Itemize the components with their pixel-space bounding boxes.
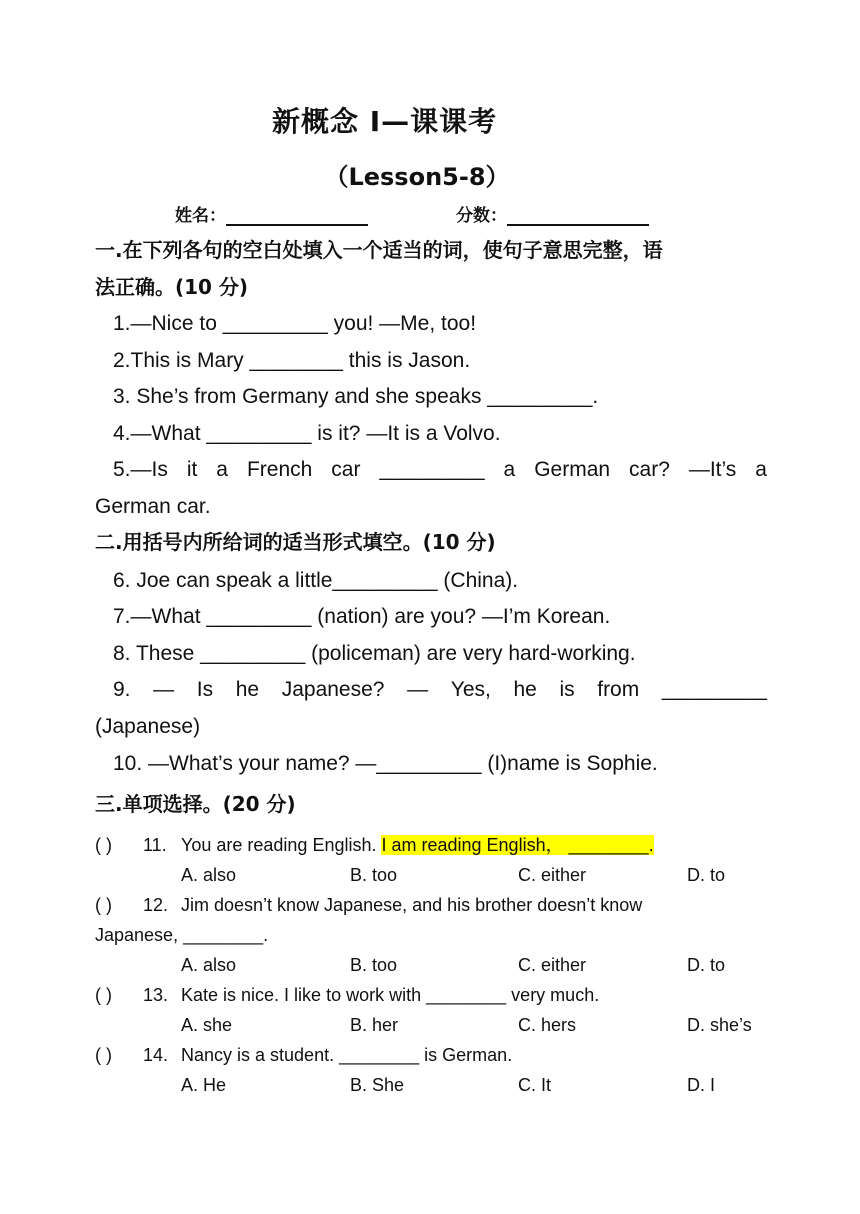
question-8: 8. These _________ (policeman) are very hard-working. xyxy=(113,642,636,665)
highlighted-text: I am reading English， ________. xyxy=(381,835,654,855)
word: German xyxy=(534,458,611,481)
question-3: 3. She’s from Germany and she speaks _________. xyxy=(113,385,599,408)
question-5-line1 xyxy=(95,451,767,488)
option-d: D. I xyxy=(687,1075,716,1095)
question-11: ( ) 11. You are reading English. I am reading English， ________. xyxy=(95,830,775,860)
option-b: B. her xyxy=(350,1015,399,1035)
question-5 xyxy=(95,451,767,525)
word: _________ xyxy=(379,458,485,481)
question-9 xyxy=(95,671,767,745)
word: a xyxy=(755,458,767,481)
option-d: D. to xyxy=(687,865,726,885)
name-blank[interactable] xyxy=(226,206,368,226)
option-c: C. It xyxy=(518,1075,552,1095)
word: it xyxy=(186,458,198,481)
score-field: 分数： xyxy=(456,201,649,226)
option-a: A. also xyxy=(181,955,237,975)
word: Yes, xyxy=(450,678,491,701)
word: a xyxy=(503,458,516,481)
answer-paren[interactable]: ( ) xyxy=(95,835,112,855)
question-1: 1.—Nice to _________ you! —Me, too! xyxy=(113,312,477,335)
question-9-line1 xyxy=(95,671,767,708)
question-14: ( ) 14. Nancy is a student. ________ is German. xyxy=(95,1040,775,1070)
option-d: D. she’s xyxy=(687,1015,752,1035)
word: he xyxy=(513,678,537,701)
answer-paren[interactable]: ( ) xyxy=(95,985,112,1005)
question-12: ( ) 12. Jim doesn’t know Japanese, and his brother doesn’t know Japanese, ________. xyxy=(95,890,775,950)
question-13: ( ) 13. Kate is nice. I like to work with ________ very much. xyxy=(95,980,775,1010)
option-a: A. also xyxy=(181,865,237,885)
option-b: B. too xyxy=(350,955,398,975)
word: car? xyxy=(629,458,670,481)
word: —It’s xyxy=(688,458,737,481)
word: 5.—Is xyxy=(113,458,168,481)
word: a xyxy=(216,458,228,481)
option-d: D. to xyxy=(687,955,726,975)
word: — xyxy=(407,678,429,701)
option-a: A. He xyxy=(181,1075,227,1095)
option-c: C. hers xyxy=(518,1015,577,1035)
answer-paren[interactable]: ( ) xyxy=(95,895,112,915)
question-10: 10. —What’s your name? —_________ (I)name is Sophie. xyxy=(113,752,658,775)
answer-paren[interactable]: ( ) xyxy=(95,1045,112,1065)
word: car xyxy=(331,458,361,481)
word: French xyxy=(246,458,313,481)
option-b: B. She xyxy=(350,1075,405,1095)
word: Japanese? xyxy=(281,678,385,701)
question-5-line2: German car. xyxy=(95,495,211,518)
word: 9. xyxy=(113,678,131,701)
page-subtitle: （Lesson5-8） xyxy=(324,163,510,191)
section2-heading: 二.用括号内所给词的适当形式填空。(10 分) xyxy=(95,530,496,554)
name-field: 姓名： xyxy=(175,201,368,226)
option-b: B. too xyxy=(350,865,398,885)
question-6: 6. Joe can speak a little_________ (China). xyxy=(113,569,519,592)
question-7: 7.—What _________ (nation) are you? —I’m Korean. xyxy=(113,605,611,628)
option-a: A. she xyxy=(181,1015,233,1035)
section3-heading: 三.单项选择。(20 分) xyxy=(95,792,296,816)
option-c: C. either xyxy=(518,865,587,885)
question-9-line2: (Japanese) xyxy=(95,715,201,738)
score-blank[interactable] xyxy=(507,206,649,226)
word: is xyxy=(559,678,575,701)
word: from xyxy=(597,678,640,701)
word: — xyxy=(153,678,175,701)
page-title: 新概念 I—课课考 xyxy=(272,105,498,138)
word: Is xyxy=(196,678,214,701)
section1-heading: 一.在下列各句的空白处填入一个适当的词，使句子意思完整，语 法正确。(10 分) xyxy=(95,238,663,299)
option-c: C. either xyxy=(518,955,587,975)
word: _________ xyxy=(661,678,767,701)
question-4: 4.—What _________ is it? —It is a Volvo. xyxy=(113,422,501,445)
question-2: 2.This is Mary ________ this is Jason. xyxy=(113,349,471,372)
word: he xyxy=(235,678,260,701)
